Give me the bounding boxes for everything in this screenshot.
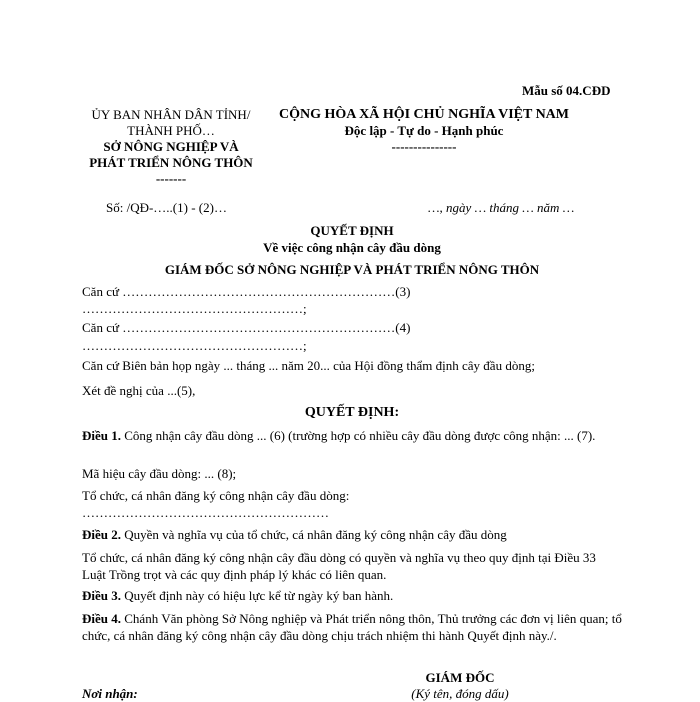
basis-1b: ……………………………………………; — [82, 301, 307, 316]
article-3 — [82, 588, 622, 604]
article-2-body: Tổ chức, cá nhân đăng ký công nhận cây đầu dòng có quyền và nghĩa vụ theo quy định tại Điều 33 Luật Trồng trọt và các quy định pháp lý khác có liên quan. — [82, 550, 596, 582]
issuer-title: GIÁM ĐỐC SỞ NÔNG NGHIỆP VÀ PHÁT TRIỂN NÔNG THÔN — [164, 262, 540, 277]
basis-3: Căn cứ Biên bản họp ngày ... tháng ... năm 20... của Hội đồng thẩm định cây đầu dòng; — [82, 358, 535, 373]
agency-line-2: THÀNH PHỐ… — [127, 123, 215, 138]
signature-note: (Ký tên, đóng dấu) — [411, 686, 509, 701]
title-block — [82, 222, 622, 278]
article-3-text: Quyết định này có hiệu lực kể từ ngày ký ban hành. — [121, 588, 394, 603]
national-slogan: Độc lập - Tự do - Hạnh phúc — [344, 123, 504, 138]
article-1-org: Tổ chức, cá nhân đăng ký công nhận cây đầu dòng: ………………………………………………… — [82, 488, 350, 520]
basis-2b: ……………………………………………; — [82, 338, 307, 353]
article-2-text: Quyền và nghĩa vụ của tổ chức, cá nhân đăng ký công nhận cây đầu dòng — [121, 527, 507, 542]
article-1 — [82, 428, 622, 444]
article-4 — [82, 610, 622, 644]
article-1-label: Điều 1. — [82, 428, 121, 443]
decide-heading: QUYẾT ĐỊNH: — [304, 405, 400, 420]
recipients-label: Nơi nhận: — [82, 686, 138, 701]
national-header — [274, 107, 574, 155]
article-1-code: Mã hiệu cây đầu dòng: ... (8); — [82, 466, 237, 481]
article-2 — [82, 527, 622, 543]
signature-title: GIÁM ĐỐC — [425, 670, 495, 685]
proposal-line: Xét đề nghị của ...(5), — [82, 383, 196, 398]
decision-date: …, ngày … tháng … năm … — [428, 200, 575, 215]
article-3-label: Điều 3. — [82, 588, 121, 603]
basis-1a: Căn cứ ………………………………………………………(3) — [82, 284, 411, 299]
article-4-text: Chánh Văn phòng Sở Nông nghiệp và Phát triển nông thôn, Thủ trưởng các đơn vị liên quan; tổ chức, cá nhân đăng ký công nhận cây đầu dòng chịu trách nhiệm thi hành Quyết định này./. — [82, 611, 622, 643]
agency-line-1: ỦY BAN NHÂN DÂN TỈNH/ — [91, 107, 251, 122]
agency-header — [68, 107, 274, 187]
agency-line-3: SỞ NÔNG NGHIỆP VÀ — [103, 139, 239, 154]
document-subtitle: Về việc công nhận cây đầu dòng — [263, 240, 441, 255]
agency-rule: ------- — [155, 171, 187, 186]
decision-number: Số: /QĐ-…..(1) - (2)… — [106, 200, 227, 215]
form-code: Mẫu số 04.CĐD — [522, 83, 611, 98]
national-rule: --------------- — [391, 139, 457, 154]
basis-2a: Căn cứ ………………………………………………………(4) — [82, 320, 411, 335]
article-1-text: Công nhận cây đầu dòng ... (6) (trường hợp có nhiều cây đầu dòng được công nhận: ... (7). — [121, 428, 596, 443]
agency-line-4: PHÁT TRIỂN NÔNG THÔN — [89, 155, 253, 170]
national-motto: CỘNG HÒA XÃ HỘI CHỦ NGHĨA VIỆT NAM — [278, 107, 569, 122]
article-4-label: Điều 4. — [82, 611, 121, 626]
article-2-label: Điều 2. — [82, 527, 121, 542]
document-title: QUYẾT ĐỊNH — [310, 223, 394, 238]
